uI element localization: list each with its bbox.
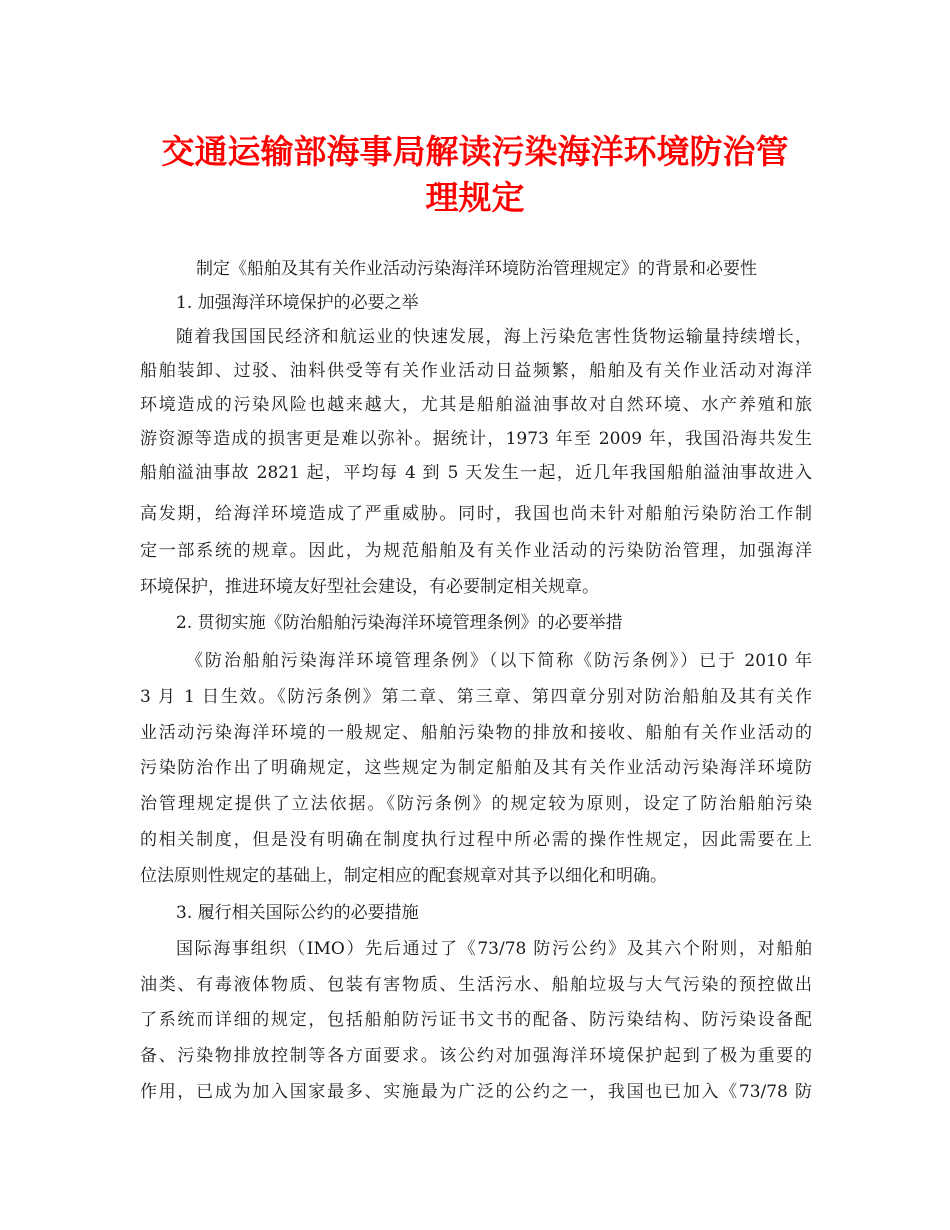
document-title-line-2: 理规定 <box>425 178 525 217</box>
body-line: 业活动污染海洋环境的一般规定、船舶污染物的排放和接收、船舶有关作业活动的 <box>140 723 812 743</box>
body-line: 船舶装卸、过驳、油料供受等有关作业活动日益频繁，船舶及有关作业活动对海洋 <box>140 361 812 381</box>
body-line: 治管理规定提供了立法依据。《防污条例》的规定较为原则，设定了防治船舶污染 <box>140 794 812 814</box>
body-line: 船舶溢油事故 2821 起，平均每 4 到 5 天发生一起，近几年我国船舶溢油事故进入 <box>140 463 812 483</box>
section-3-heading: 3. 履行相关国际公约的必要措施 <box>176 903 419 923</box>
body-line: 油类、有毒液体物质、包装有害物质、生活污水、船舶垃圾与大气污染的预控做出 <box>140 975 812 995</box>
body-line: 随着我国国民经济和航运业的快速发展，海上污染危害性货物运输量持续增长， <box>176 327 812 347</box>
body-line: 《防治船舶污染海洋环境管理条例》（以下简称《防污条例》）已于 2010 年 <box>186 651 812 671</box>
section-2-heading: 2. 贯彻实施《防治船舶污染海洋环境管理条例》的必要举措 <box>176 613 623 633</box>
body-line: 污染防治作出了明确规定，这些规定为制定船舶及其有关作业活动污染海洋环境防 <box>140 758 812 778</box>
body-line: 备、污染物排放控制等各方面要求。该公约对加强海洋环境保护起到了极为重要的 <box>140 1046 812 1066</box>
intro-heading: 制定《船舶及其有关作业活动污染海洋环境防治管理规定》的背景和必要性 <box>196 259 757 279</box>
body-line: 的相关制度，但是没有明确在制度执行过程中所必需的操作性规定，因此需要在上 <box>140 830 812 850</box>
body-line: 了系统而详细的规定，包括船舶防污证书文书的配备、防污染结构、防污染设备配 <box>140 1010 812 1030</box>
section-1-heading: 1. 加强海洋环境保护的必要之举 <box>176 293 419 313</box>
body-line: 国际海事组织（IMO）先后通过了《73/78 防污公约》及其六个附则，对船舶 <box>176 939 812 959</box>
body-line: 定一部系统的规章。因此，为规范船舶及有关作业活动的污染防治管理，加强海洋 <box>140 541 812 561</box>
body-line: 高发期，给海洋环境造成了严重威胁。同时，我国也尚未针对船舶污染防治工作制 <box>140 504 812 524</box>
body-line: 作用，已成为加入国家最多、实施最为广泛的公约之一，我国也已加入《73/78 防 <box>140 1082 812 1102</box>
document-title-line-1: 交通运输部海事局解读污染海洋环境防治管 <box>161 132 789 171</box>
body-line: 位法原则性规定的基础上，制定相应的配套规章对其予以细化和明确。 <box>140 866 667 886</box>
body-line: 环境保护，推进环境友好型社会建设，有必要制定相关规章。 <box>140 577 599 597</box>
body-line: 游资源等造成的损害更是难以弥补。据统计，1973 年至 2009 年，我国沿海共发生 <box>140 429 812 449</box>
body-line: 环境造成的污染风险也越来越大，尤其是船舶溢油事故对自然环境、水产养殖和旅 <box>140 395 812 415</box>
body-line: 3 月 1 日生效。《防污条例》第二章、第三章、第四章分别对防治船舶及其有关作 <box>140 687 812 707</box>
